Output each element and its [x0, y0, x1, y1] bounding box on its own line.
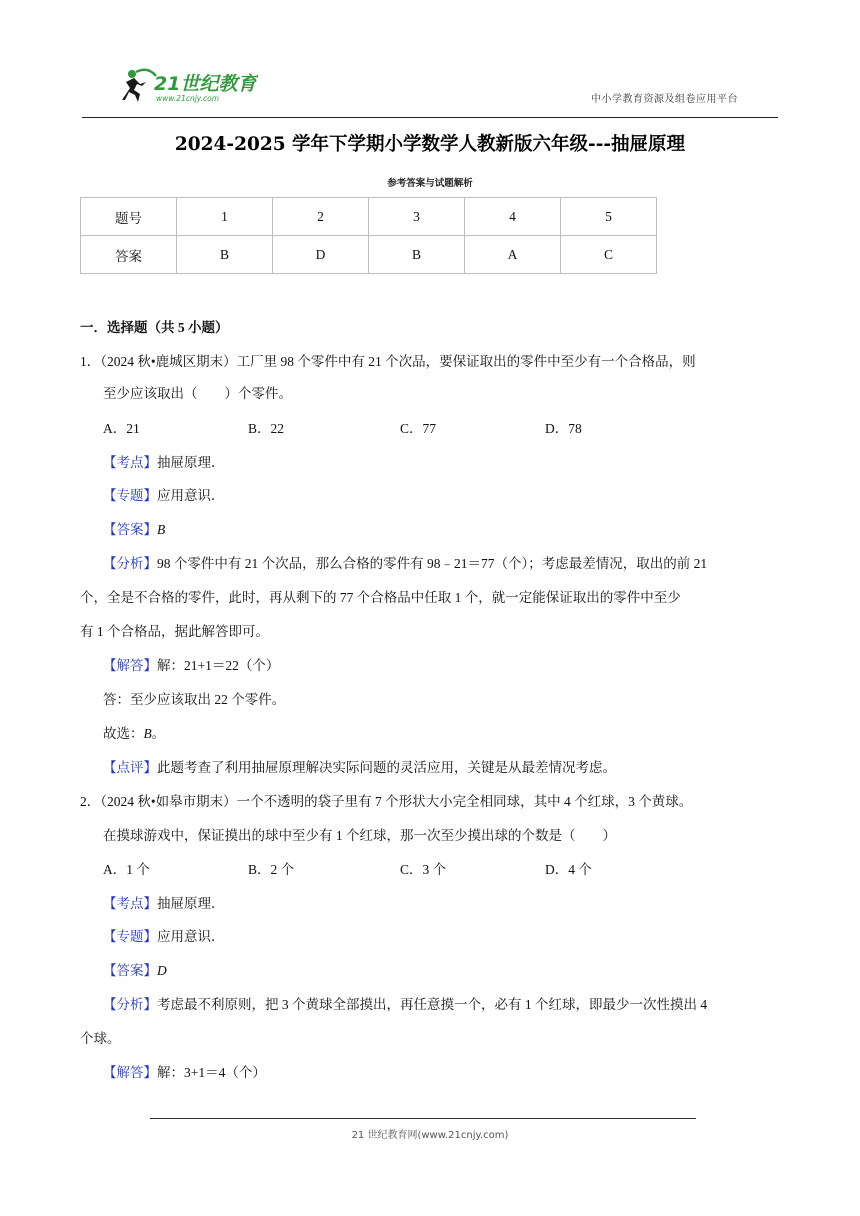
question-1-options [103, 417, 582, 437]
option-a: A．1 个 [103, 862, 150, 877]
platform-name: 中小学教育资源及组卷应用平台 [591, 94, 738, 105]
jieda-text: 解：3+1＝4（个） [157, 1065, 266, 1080]
section-heading: 一．选择题（共 5 小题） [80, 320, 229, 335]
q2-zhuanti [103, 925, 225, 945]
zhuanti-tag: 【专题】 [103, 488, 157, 503]
kaodian-tag: 【考点】 [103, 455, 157, 470]
choice-value: B [143, 726, 152, 741]
zhuanti-text: 应用意识． [157, 488, 225, 503]
q2-fenxi [103, 993, 707, 1013]
daan-text: B [157, 522, 166, 537]
q2-daan [103, 959, 167, 979]
question-2-options [103, 858, 592, 878]
header-divider [82, 117, 778, 118]
option-a: A．21 [103, 421, 140, 436]
answer-cell: B [369, 236, 465, 274]
answer-cell: A [465, 236, 561, 274]
row-label: 题号 [81, 198, 177, 236]
fenxi-text: 考虑最不利原则，把 3 个黄球全部摸出，再任意摸一个，必有 1 个红球，即最少一次性摸出 4 [157, 997, 708, 1012]
question-1-stem: 1．（2024 秋•鹿城区期末）工厂里 98 个零件中有 21 个次品，要保证取出的零件中至少有一个合格品，则 [80, 354, 696, 369]
answer-cell: D [273, 236, 369, 274]
document-title: 2024-2025 学年下学期小学数学人教新版六年级---抽屉原理 [174, 134, 686, 155]
q1-answer-line: 答：至少应该取出 22 个零件。 [103, 692, 286, 707]
q1-zhuanti [103, 484, 225, 504]
zhuanti-text: 应用意识． [157, 929, 225, 944]
document-subtitle: 参考答案与试题解析 [387, 178, 473, 189]
q1-fenxi [103, 552, 707, 572]
answer-cell: B [177, 236, 273, 274]
q1-jieda [103, 654, 279, 674]
answer-cell: C [561, 236, 657, 274]
question-number: 4 [465, 198, 561, 236]
choice-suffix: 。 [151, 726, 166, 741]
option-d: D．4 个 [545, 862, 592, 877]
answer-row [81, 236, 657, 274]
svg-text:www.21cnjy.com: www.21cnjy.com [156, 94, 220, 103]
footer-divider [150, 1118, 696, 1119]
question-number: 3 [369, 198, 465, 236]
q1-daan [103, 518, 165, 538]
dianping-tag: 【点评】 [103, 760, 157, 775]
jieda-text: 解：21+1＝22（个） [157, 658, 280, 673]
question-number: 5 [561, 198, 657, 236]
option-b: B．22 [248, 421, 285, 436]
option-d: D．78 [545, 421, 582, 436]
q2-kaodian [103, 892, 225, 912]
question-number: 2 [273, 198, 369, 236]
q1-dianping [103, 756, 616, 776]
daan-text: D [157, 963, 167, 978]
jieda-tag: 【解答】 [103, 1065, 157, 1080]
row-label: 答案 [81, 236, 177, 274]
runner-icon [122, 70, 156, 102]
choice-prefix: 故选： [103, 726, 144, 741]
q1-choice [103, 722, 165, 742]
daan-tag: 【答案】 [103, 522, 157, 537]
jieda-tag: 【解答】 [103, 658, 157, 673]
zhuanti-tag: 【专题】 [103, 929, 157, 944]
fenxi-tag: 【分析】 [103, 556, 157, 571]
svg-text:21世纪教育: 21世纪教育 [154, 73, 257, 95]
fenxi-text: 98 个零件中有 21 个次品，那么合格的零件有 98﹣21＝77（个）；考虑最差情况，取出的前 21 [157, 556, 708, 571]
q1-fenxi-cont: 个，全是不合格的零件，此时，再从剩下的 77 个合格品中任取 1 个，就一定能保证取出的零件中至少 [80, 590, 681, 605]
question-number-row [81, 198, 657, 236]
q1-kaodian [103, 451, 225, 471]
q1-fenxi-cont: 有 1 个合格品，据此解答即可。 [80, 624, 269, 639]
site-logo [118, 66, 258, 106]
footer-source: 21 世纪教育网(www.21cnjy.com) [351, 1130, 509, 1141]
question-number: 1 [177, 198, 273, 236]
fenxi-tag: 【分析】 [103, 997, 157, 1012]
question-2-stem-cont: 在摸球游戏中，保证摸出的球中至少有 1 个红球，那一次至少摸出球的个数是（ ） [103, 828, 616, 843]
question-2-stem: 2．（2024 秋•如皋市期末）一个不透明的袋子里有 7 个形状大小完全相同球，其中 4 个红球，3 个黄球。 [80, 794, 693, 809]
daan-tag: 【答案】 [103, 963, 157, 978]
kaodian-text: 抽屉原理． [157, 896, 225, 911]
kaodian-text: 抽屉原理． [157, 455, 225, 470]
kaodian-tag: 【考点】 [103, 896, 157, 911]
option-b: B．2 个 [248, 862, 295, 877]
option-c: C．77 [400, 421, 437, 436]
option-c: C．3 个 [400, 862, 447, 877]
q2-jieda [103, 1061, 266, 1081]
answer-table [80, 197, 657, 274]
dianping-text: 此题考查了利用抽屉原理解决实际问题的灵活应用，关键是从最差情况考虑。 [157, 760, 616, 775]
question-1-stem-cont: 至少应该取出（ ）个零件。 [103, 386, 292, 401]
q2-fenxi-cont: 个球。 [80, 1031, 121, 1046]
